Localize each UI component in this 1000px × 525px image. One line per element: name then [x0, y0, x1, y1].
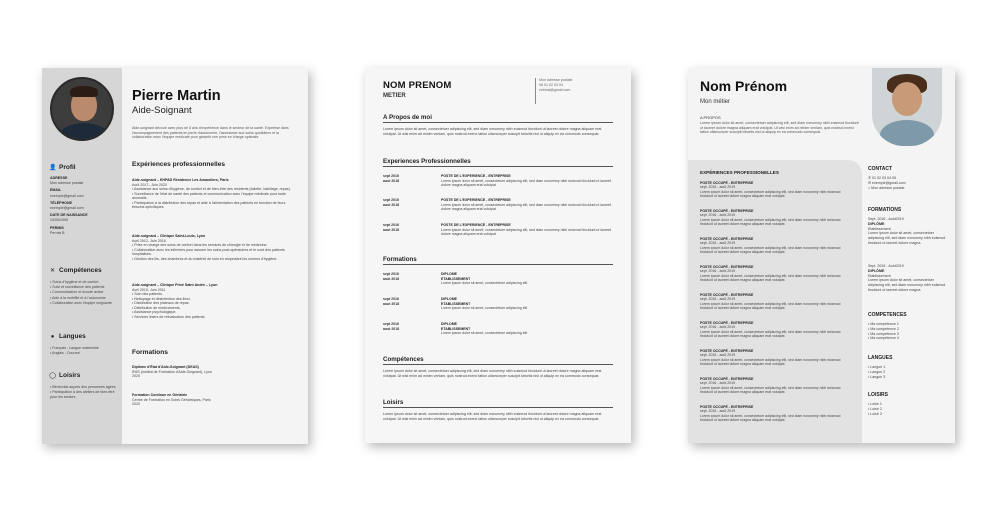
cv1-job-title: Aide-Soignant [132, 105, 192, 116]
cv2-formations-heading: Formations [383, 256, 613, 265]
cv1-languages-heading: ● Langues [50, 333, 86, 340]
cv-template-1[interactable] [42, 68, 308, 444]
cv3-languages-list: • Langue 1 • Langue 2 • Langue 3 [868, 365, 886, 379]
cv3-experience-6: POSTE OCCUPÉ - ENTREPRISE sept. 2016 - août 2019 Lorem ipsum dolor sit amet, consectetuer adipiscing elit, sed diam nonummy nibh euismod tincidunt ut laoreet dolore magna aliquam erat volutpat. [700, 321, 841, 338]
cv3-about-heading: A PROPOS [700, 115, 721, 120]
cv2-skills-heading: Compétences [383, 356, 613, 365]
cv-template-3[interactable] [688, 68, 955, 443]
cv3-contact-list: ✆ 01 02 03 04 05 ✉ exemple@gmail.com ⌂ Mon adresse postale [868, 176, 906, 190]
cv1-languages-list: • Français : Langue maternelle • Anglais : Courant [50, 346, 99, 356]
cv3-formation-2: Sept. 2016 - Août2019 DIPLÔME Etablissement Lorem ipsum dolor sit amet, consectetuer adipiscing elit, sed diam nonummy nibh euismod tincidunt ut laoreet dolore magna. [868, 264, 946, 292]
cv3-hobbies-list: • Loisir 1 • Loisir 2 • Loisir 3 [868, 402, 882, 416]
cv1-formation-2: Formation Continue en Gériatrie Centre de Formation en Soins Gériatriques, Paris 2020 [132, 393, 211, 406]
cv3-contact-heading: CONTACT [868, 166, 893, 172]
cv3-hobbies-heading: LOISIRS [868, 392, 889, 398]
cv1-experience-2: Aide-soignant – Clinique Saint-Louis, Lyon Avril 2012- Juin 2016 • Prise en charge des soins de confort dans les services de chirurgie et de médecine. • Collaboration avec les infirmiers pour assurer les soins post-opératoires et le suivi des patients hospitalisés. • Gestion des lits, des chambres et du matériel de soin en respectant les normes d'hygiène. [132, 234, 285, 261]
cv3-formations-heading: FORMATIONS [868, 207, 902, 213]
speech-icon: ● [50, 333, 55, 340]
cv3-formation-1: Sept. 2016 - Août2019 DIPLÔME Etablissement Lorem ipsum dolor sit amet, consectetuer adipiscing elit, sed diam nonummy nibh euismod tincidunt ut laoreet dolore magna. [868, 217, 946, 245]
cv2-skills-text: Lorem ipsum dolor sit amet, consectetuer adipiscing elit, sed diam nonummy nibh euismod tincidunt ut laoreet dolore magna aliquam erat volutpat. Ut wisi enim ad minim veniam, quis nostrud exerci tation ullamcorper suscipit lobortis nisl ut aliquip ex ea commodo consequat. [383, 369, 602, 378]
cv1-skills-heading: ✕ Compétences [49, 267, 102, 274]
mail-icon: ✉ [868, 180, 873, 185]
cv3-skills-heading: COMPETENCES [868, 312, 907, 318]
user-icon: 👤 [49, 165, 57, 171]
cv3-profile-photo [872, 68, 942, 146]
cv1-experiences-heading: Expériences professionnelles [132, 161, 226, 168]
cv3-experience-5: POSTE OCCUPÉ - ENTREPRISE sept. 2016 - août 2019 Lorem ipsum dolor sit amet, consectetuer adipiscing elit, sed diam nonummy nibh euismod tincidunt ut laoreet dolore magna aliquam erat volutpat. [700, 293, 841, 310]
cv3-experience-9: POSTE OCCUPÉ - ENTREPRISE sept. 2016 - août 2019 Lorem ipsum dolor sit amet, consectetuer adipiscing elit, sed diam nonummy nibh euismod tincidunt ut laoreet dolore magna aliquam erat volutpat. [700, 405, 841, 422]
cv1-hobbies-list: • Bénévolat auprès des personnes âgées • Participation à des ateliers de bien-être pour les seniors [50, 385, 116, 400]
cv2-experiences-heading: Experiences Professionnelles [383, 158, 613, 167]
cv3-name: Nom Prénom [700, 78, 788, 94]
cv2-name: NOM PRENOM [383, 80, 452, 91]
cv3-experience-3: POSTE OCCUPÉ - ENTREPRISE sept. 2016 - août 2019 Lorem ipsum dolor sit amet, consectetuer adipiscing elit, sed diam nonummy nibh euismod tincidunt ut laoreet dolore magna aliquam erat volutpat. [700, 237, 841, 254]
cv1-profile-photo [50, 77, 114, 141]
cv1-profile-details: ADRESSE Mon adresse postale EMAIL exemple@gmail.com TÉLÉPHONE exemple@gmail.com DATE DE NAISSANCE 24/05/1995 PERMIS Permis B [50, 176, 88, 235]
globe-icon: ◯ [49, 373, 56, 379]
cv3-experience-2: POSTE OCCUPÉ - ENTREPRISE sept. 2016 - août 2019 Lorem ipsum dolor sit amet, consectetuer adipiscing elit, sed diam nonummy nibh euismod tincidunt ut laoreet dolore magna aliquam erat volutpat. [700, 209, 841, 226]
cv1-skills-list: • Soins d'hygiène et de confort • Suivi et surveillance des patients • Communication et écoute active • Aide à la mobilité et à l'autonomie • Collaboration avec l'équipe soignante [50, 280, 112, 305]
cv3-experience-1: POSTE OCCUPÉ - ENTREPRISE sept. 2016 - août 2019 Lorem ipsum dolor sit amet, consectetuer adipiscing elit, sed diam nonummy nibh euismod tincidunt ut laoreet dolore magna aliquam erat volutpat. [700, 181, 841, 198]
cv2-about-heading: A Propos de moi [383, 114, 613, 123]
cv3-languages-heading: LANGUES [868, 355, 893, 361]
cv3-job-title: Mon métier [700, 99, 731, 105]
cv1-hobbies-heading: ◯ Loisirs [49, 372, 81, 379]
cv1-name: Pierre Martin [132, 88, 221, 104]
tools-icon: ✕ [49, 268, 56, 274]
cv3-experience-8: POSTE OCCUPÉ - ENTREPRISE sept. 2016 - août 2019 Lorem ipsum dolor sit amet, consectetuer adipiscing elit, sed diam nonummy nibh euismod tincidunt ut laoreet dolore magna aliquam erat volutpat. [700, 377, 841, 394]
cv1-intro: Aide-soignant dévoué avec plus de 5 ans d'expérience dans le secteur de la santé. Expertise dans l'accompagnement des patients en perte d'autonomie, l'assistance aux soins quotidiens et la collaboration avec l'équipe médicale pour garantir une prise en charge optimale. [132, 126, 289, 140]
cv3-skills-list: • Ma compétence 1 • Ma compétence 2 • Ma compétence 3 • Ma compétence 4 [868, 322, 899, 341]
cv1-experience-1: Aide-soignant – EHPAD Résidence Les Amandiers, Paris Août 2017– Juin 2020 • Assistance aux soins d'hygiène, de confort et de bien-être des résidents (toilette, habillage, repas). • Surveillance de l'état de santé des patients et communication avec l'équipe médicale pour toute anomalie. • Participation à la distribution des repas et aide à l'alimentation des patients en fonction de leurs besoins spécifiques. [132, 178, 291, 209]
home-icon: ⌂ [868, 185, 872, 190]
cv1-experience-3: Aide-soignant – Clinique Privé Saint André – Lyon Avril 2010- Juin 2011 • Soin des patients. • Nettoyage et désinfection des lieux. • Distribution des plateaux de repas. • Distribution de médicaments. • Assistance psychologique. • Services liniers de réévaluation des patients. [132, 283, 218, 319]
cv3-experience-7: POSTE OCCUPÉ - ENTREPRISE sept. 2016 - août 2019 Lorem ipsum dolor sit amet, consectetuer adipiscing elit, sed diam nonummy nibh euismod tincidunt ut laoreet dolore magna aliquam erat volutpat. [700, 349, 841, 366]
cv2-about-text: Lorem ipsum dolor sit amet, consectetuer adipiscing elit, sed diam nonummy nibh euismod tincidunt ut laoreet dolore magna aliquam erat volutpat. Ut wisi enim ad minim veniam, quis nostrud exerci tation ullamcorper suscipit lobortis nisl ut aliquip ex ea commodo consequat. [383, 127, 602, 136]
cv2-divider [535, 78, 536, 104]
cv2-hobbies-text: Lorem ipsum dolor sit amet, consectetuer adipiscing elit, sed diam nonummy nibh euismod tincidunt ut laoreet dolore magna aliquam erat volutpat. Ut wisi enim ad minim veniam, quis nostrud exerci tation ullamcorper suscipit lobortis nisl ut aliquip ex ea commodo consequat. [383, 412, 602, 421]
cv1-profile-heading: 👤 Profil [49, 164, 76, 171]
cv3-experiences-heading: EXPÉRIENCES PROFESSIONELLES [700, 170, 779, 175]
cv3-about-text: Lorem ipsum dolor sit amet, consectetuer adipiscing elit, sed diam nonummy nibh euismod tincidunt ut laoreet dolore magna aliquam erat volutpat. Ut wisi enim ad minim veniam, quis nostrud exerci tation ullamcorper suscipit lobortis nisl ut aliquip ex ea commodo consequat. [700, 121, 859, 135]
cv3-experience-4: POSTE OCCUPÉ - ENTREPRISE sept. 2016 - août 2019 Lorem ipsum dolor sit amet, consectetuer adipiscing elit, sed diam nonummy nibh euismod tincidunt ut laoreet dolore magna aliquam erat volutpat. [700, 265, 841, 282]
cv-template-2[interactable]: NOM PRENOM METIER Mon adresse postale 06 01 02 03 04 cvtrinal@gmail.com A Propos de moi Lorem ipsum dolor sit amet, consectetuer adipiscing elit, sed diam nonummy nibh euismod tincidunt ut laoreet dolore magna aliquam erat volutpat. Ut wisi enim ad minim veniam, quis nostrud exerci tation ullamcorper suscipit lobortis nisl ut aliquip ex ea commodo consequat. Experiences Professionnelles sept 2016 aout 2018 POSTE DE L'EXPERIENCE - ENTREPRISE Lorem ipsum dolor sit amet, consectetuer adipiscing elit, sed diam nonummy nibh euismod tincidunt ut laoreet dolore magna aliquam erat volutpat sept 2016 aout 2018 POSTE DE L'EXPERIENCE - ENTREPRISE Lorem ipsum dolor sit amet, consectetuer adipiscing elit, sed diam nonummy nibh euismod tincidunt ut laoreet dolore magna aliquam erat volutpat sept 2016 aout 2018 POSTE DE L'EXPERIENCE - ENTREPRISE Lorem ipsum dolor sit amet, consectetuer adipiscing elit, sed diam nonummy nibh euismod tincidunt ut laoreet dolore magna aliquam erat volutpat Formations sept 2016 aout 2018 DIPLOME ETABLISSEMENT Lorem ipsum dolor sit amet, consectetuer adipiscing elit sept 2016 aout 2018 DIPLOME ETABLISSEMENT Lorem ipsum dolor sit amet, consectetuer adipiscing elit sept 2016 aout 2018 DIPLOME ETABLISSEMENT Lorem ipsum dolor sit amet, consectetuer adipiscing elit Compétences Lorem ipsum dolor sit amet, consectetuer adipiscing elit, sed diam nonummy nibh euismod tincidunt ut laoreet dolore magna aliquam erat volutpat. Ut wisi enim ad minim veniam, quis nostrud exerci tation ullamcorper suscipit lobortis nisl ut aliquip ex ea commodo consequat. Loisirs Lorem ipsum dolor sit amet, consectetuer adipiscing elit, sed diam nonummy nibh euismod tincidunt ut laoreet dolore magna aliquam erat volutpat. Ut wisi enim ad minim veniam, quis nostrud exerci tation ullamcorper suscipit lobortis nisl ut aliquip ex ea commodo consequat. [365, 68, 631, 443]
cv2-contact: Mon adresse postale 06 01 02 03 04 cvtrinal@gmail.com [539, 78, 573, 92]
cv2-job-title: METIER [383, 93, 406, 99]
cv2-hobbies-heading: Loisirs [383, 399, 613, 408]
cv1-formation-1: Diplôme d'État d'Aide-Soignant (DEAS) IFAS (Institut de Formation d'Aide-Soignant), Lyon 2020 [132, 365, 212, 378]
phone-icon: ✆ [868, 176, 873, 180]
cv1-formations-heading: Formations [132, 349, 168, 356]
cv3-sidebar [862, 160, 955, 443]
